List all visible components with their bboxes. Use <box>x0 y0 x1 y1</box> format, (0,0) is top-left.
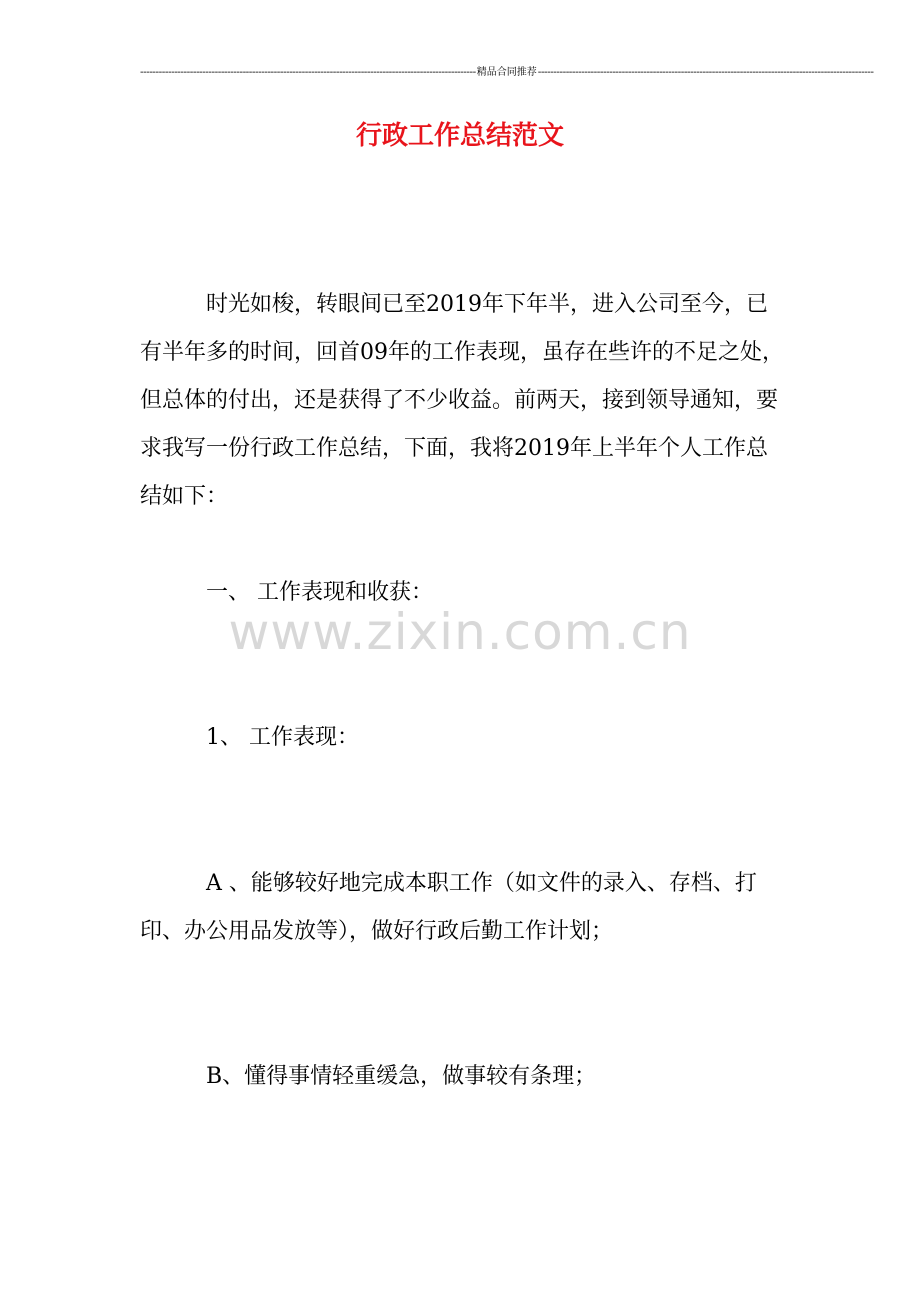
point-b-paragraph: B、懂得事情轻重缓急，做事较有条理； <box>206 1064 597 1089</box>
header-label: 精品合同推荐 <box>476 67 537 78</box>
header-dashes-right: ------------------------------------------------------------------------------------------------------------ <box>537 67 874 78</box>
item-one-heading: 1、 工作表现： <box>206 725 359 750</box>
header-dashes-left: ------------------------------------------------------------------------------------------------------------ <box>140 67 476 78</box>
document-title: 行政工作总结范文 <box>355 121 564 151</box>
page-header-line <box>140 66 874 80</box>
section-one-heading: 一、 工作表现和收获： <box>206 580 433 605</box>
watermark-text: www.zixin.com.cn <box>228 603 692 661</box>
intro-paragraph: 时光如梭，转眼间已至2019年下年半，进入公司至今，已有半年多的时间，回首09年的工作表现，虽存在些许的不足之处，但总体的付出，还是获得了不少收益。前两天，接到领导通知，要求我写一份行政工作总结，下面，我将2019年上半年个人工作总结如下： <box>140 292 784 509</box>
point-a-paragraph: A 、能够较好地完成本职工作（如文件的录入、存档、打印、办公用品发放等），做好行政后勤工作计划； <box>140 871 757 944</box>
